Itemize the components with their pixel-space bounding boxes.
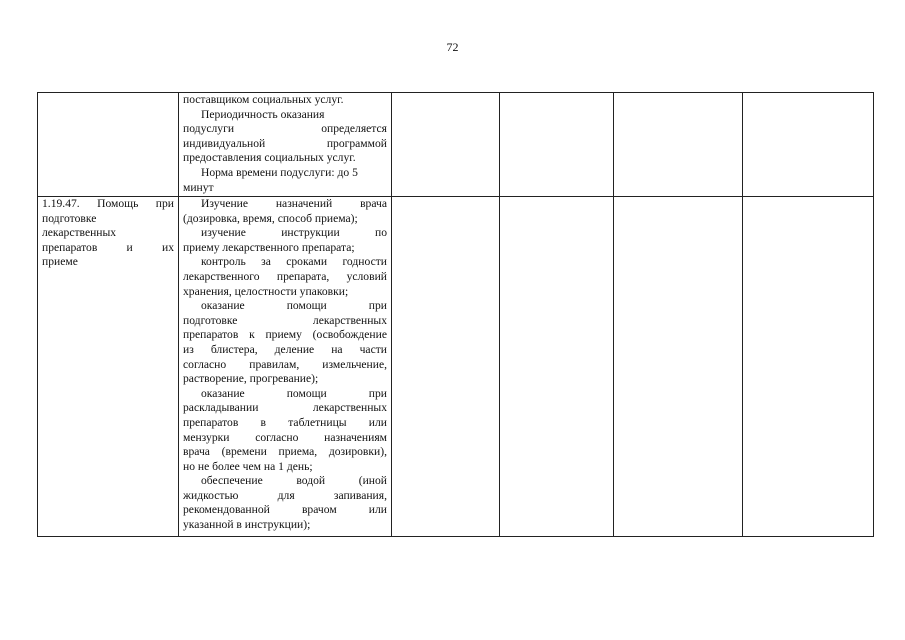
empty-cell bbox=[614, 197, 743, 537]
empty-cell bbox=[743, 93, 874, 197]
service-name-line: подготовке bbox=[42, 211, 97, 225]
service-name-line: 1.19.47. Помощь при bbox=[42, 197, 174, 210]
description-line: хранения, целостности упаковки; bbox=[183, 284, 349, 298]
description-line: предоставления социальных услуг. bbox=[183, 151, 356, 165]
service-name-cell bbox=[38, 93, 179, 197]
description-cell bbox=[179, 197, 392, 537]
description-line: но не более чем на 1 день; bbox=[183, 459, 313, 473]
description-line: растворение, прогревание); bbox=[183, 372, 319, 386]
description-line: подготовке лекарственных bbox=[183, 313, 387, 327]
description-line: Норма времени подуслуги: до 5 bbox=[201, 165, 358, 179]
description-line: (дозировка, время, способ приема); bbox=[183, 211, 358, 225]
table-row bbox=[38, 93, 874, 197]
description-line: указанной в инструкции); bbox=[183, 518, 311, 532]
description-line: препаратов в таблетницы или bbox=[183, 415, 387, 429]
description-line: поставщиком социальных услуг. bbox=[183, 93, 344, 106]
description-line: подуслуги определяется bbox=[183, 122, 387, 136]
description-line: мензурки согласно назначениям bbox=[183, 430, 387, 444]
page-number: 72 bbox=[446, 40, 459, 54]
empty-cell bbox=[392, 197, 500, 537]
description-line: оказание помощи при bbox=[201, 299, 387, 313]
description-line: раскладывании лекарственных bbox=[183, 401, 387, 415]
service-name-line: препаратов и их bbox=[42, 240, 174, 254]
description-cell bbox=[179, 93, 392, 197]
description-line: лекарственного препарата, условий bbox=[183, 269, 387, 283]
description-line: минут bbox=[183, 180, 214, 194]
empty-cell bbox=[500, 197, 614, 537]
description-line: Изучение назначений врача bbox=[201, 197, 387, 210]
description-line: обеспечение водой (иной bbox=[201, 474, 387, 488]
description-line: жидкостью для запивания, bbox=[183, 488, 387, 502]
description-line: оказание помощи при bbox=[201, 386, 387, 400]
description-line: из блистера, деление на части bbox=[183, 342, 387, 356]
description-line: врача (времени приема, дозировки), bbox=[183, 445, 387, 459]
empty-cell bbox=[743, 197, 874, 537]
description-line: изучение инструкции по bbox=[201, 226, 387, 240]
services-table bbox=[37, 92, 874, 537]
service-name-line: приеме bbox=[42, 255, 78, 269]
description-line: индивидуальной программой bbox=[183, 136, 387, 150]
description-line: рекомендованной врачом или bbox=[183, 503, 387, 517]
description-line: согласно правилам, измельчение, bbox=[183, 357, 387, 371]
description-line: препаратов к приему (освобождение bbox=[183, 328, 387, 342]
description-line: контроль за сроками годности bbox=[201, 255, 387, 269]
empty-cell bbox=[500, 93, 614, 197]
table-row bbox=[38, 197, 874, 537]
service-name-cell bbox=[38, 197, 179, 537]
description-line: приему лекарственного препарата; bbox=[183, 240, 355, 254]
description-line: Периодичность оказания bbox=[201, 107, 325, 121]
empty-cell bbox=[392, 93, 500, 197]
empty-cell bbox=[614, 93, 743, 197]
service-name-line: лекарственных bbox=[42, 226, 117, 240]
